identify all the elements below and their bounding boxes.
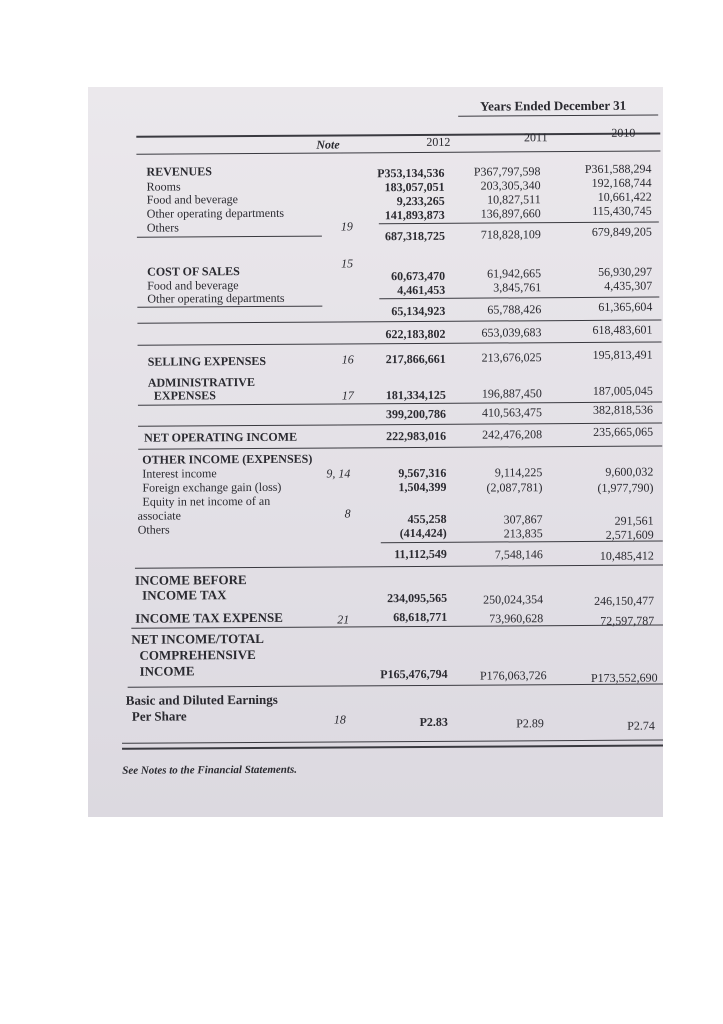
header-rule xyxy=(458,115,658,117)
interest-2010: 9,600,032 xyxy=(605,464,654,479)
cost-2010: 56,930,297 xyxy=(598,264,653,279)
eps-2010: P2.74 xyxy=(627,718,655,733)
footer-note: See Notes to the Financial Statements. xyxy=(122,763,298,777)
fx-2010: (1,977,790) xyxy=(597,480,654,495)
admin-2011: 196,887,450 xyxy=(481,386,542,401)
selling-note: 16 xyxy=(341,352,354,367)
admin-note: 17 xyxy=(341,388,354,403)
before-tax-2011: 250,024,354 xyxy=(483,592,544,607)
selling-2011: 213,676,025 xyxy=(481,350,542,365)
cost-total-2012: 65,134,923 xyxy=(391,303,446,319)
revenues-total-2010: 679,849,205 xyxy=(591,224,652,239)
cost-2010: 4,435,307 xyxy=(604,278,653,293)
year-2010-header: 2010 xyxy=(611,125,636,140)
cost-label: Food and beverage xyxy=(147,278,239,293)
selling-expenses-label: SELLING EXPENSES xyxy=(147,353,267,369)
income-statement xyxy=(88,87,663,817)
gross-2012: 622,183,802 xyxy=(385,326,446,342)
revenue-2011: P367,797,598 xyxy=(473,164,541,179)
net-operating-bottom-rule xyxy=(138,445,662,449)
net-operating-label: NET OPERATING INCOME xyxy=(144,429,298,445)
eps-bottom-rule xyxy=(122,739,663,743)
admin-expenses-label-1: ADMINISTRATIVE xyxy=(147,374,255,390)
cost-of-sales-heading: COST OF SALES xyxy=(147,264,240,279)
net-income-label-1: NET INCOME/TOTAL xyxy=(131,630,264,647)
before-tax-top-rule xyxy=(135,564,663,568)
cost-2012: 4,461,453 xyxy=(397,282,446,298)
tax-2012: 68,618,771 xyxy=(393,609,448,625)
gross-2011: 653,039,683 xyxy=(481,325,542,340)
equity-2010: 291,561 xyxy=(614,513,654,528)
cost-2011: 61,942,665 xyxy=(487,266,542,281)
revenue-2012: 141,893,873 xyxy=(384,207,445,223)
eps-2011: P2.89 xyxy=(516,716,544,731)
net-income-label-3: INCOME xyxy=(139,663,195,679)
cost-label: Other operating departments xyxy=(147,290,285,306)
tax-label: INCOME TAX EXPENSE xyxy=(135,609,283,626)
revenue-2011: 10,827,511 xyxy=(487,192,541,207)
revenue-2010: P361,588,294 xyxy=(584,161,652,176)
fx-2012: 1,504,399 xyxy=(398,479,447,495)
double-underline-rule xyxy=(122,744,663,749)
others-2012: (414,424) xyxy=(399,525,447,541)
net-income-label-2: COMPREHENSIVE xyxy=(139,646,256,663)
equity-label-1: Equity in net income of an xyxy=(142,493,271,509)
admin-total-2010: 382,818,536 xyxy=(592,402,654,417)
revenue-2011: 203,305,340 xyxy=(480,178,541,193)
admin-expenses-label-2: EXPENSES xyxy=(153,388,216,403)
selling-2012: 217,866,661 xyxy=(385,351,446,367)
net-operating-2011: 242,476,208 xyxy=(482,427,543,442)
revenues-total-2011: 718,828,109 xyxy=(480,227,541,242)
cost-2012: 60,673,470 xyxy=(391,268,446,284)
revenue-2012: 9,233,265 xyxy=(396,193,445,209)
revenue-2010: 192,168,744 xyxy=(591,175,652,190)
eps-label-1: Basic and Diluted Earnings xyxy=(125,691,278,708)
gross-bottom-rule xyxy=(138,342,662,346)
revenue-label: Food and beverage xyxy=(146,192,239,207)
interest-2012: 9,567,316 xyxy=(398,465,447,481)
equity-2012: 455,258 xyxy=(407,511,447,527)
others-2010: 2,571,609 xyxy=(605,527,654,542)
interest-2011: 9,114,225 xyxy=(494,465,543,480)
revenue-2012: P353,134,536 xyxy=(377,165,445,181)
admin-total-2012: 399,200,786 xyxy=(385,406,447,422)
eps-label-2: Per Share xyxy=(131,708,187,724)
interest-note: 9, 14 xyxy=(326,466,351,481)
admin-2010: 187,005,045 xyxy=(592,383,653,398)
year-2012-header: 2012 xyxy=(426,134,451,149)
tax-note: 21 xyxy=(337,612,350,627)
cost-of-sales-note: 15 xyxy=(341,256,354,271)
tax-2011: 73,960,628 xyxy=(489,611,544,626)
fx-2011: (2,087,781) xyxy=(486,480,543,495)
revenue-2011: 136,897,660 xyxy=(480,206,541,221)
net-operating-2010: 235,665,065 xyxy=(593,424,654,439)
before-tax-2012: 234,095,565 xyxy=(387,590,448,606)
revenue-2010: 115,430,745 xyxy=(592,203,652,218)
other-income-heading: OTHER INCOME (EXPENSES) xyxy=(142,451,313,467)
interest-income-label: Interest income xyxy=(142,466,217,481)
revenue-label: Others xyxy=(146,220,179,235)
revenues-note: 19 xyxy=(340,219,353,234)
tax-2010: 72,597,787 xyxy=(600,613,655,628)
cost-total-2011: 65,788,426 xyxy=(487,302,542,317)
others-2011: 213,835 xyxy=(503,526,543,541)
revenues-label-rule xyxy=(137,236,322,238)
net-income-2012: P165,476,794 xyxy=(380,666,448,682)
revenues-heading: REVENUES xyxy=(146,164,212,179)
fx-label: Foreign exchange gain (loss) xyxy=(142,479,282,495)
before-tax-2010: 246,150,477 xyxy=(594,593,655,608)
eps-2012: P2.83 xyxy=(419,714,448,729)
other-income-total-2010: 10,485,412 xyxy=(599,548,654,563)
revenue-2010: 10,661,422 xyxy=(597,189,652,204)
revenue-2012: 183,057,051 xyxy=(384,179,445,195)
cost-label-rule xyxy=(137,306,322,308)
equity-label-2: associate xyxy=(137,508,181,523)
cost-2011: 3,845,761 xyxy=(493,280,542,295)
others-label: Others xyxy=(137,522,170,537)
period-title: Years Ended December 31 xyxy=(480,97,627,114)
other-income-total-2011: 7,548,146 xyxy=(494,547,543,562)
revenue-label: Other operating departments xyxy=(146,205,285,221)
before-tax-label-1: INCOME BEFORE xyxy=(134,572,247,588)
equity-2011: 307,867 xyxy=(503,512,543,527)
before-tax-label-2: INCOME TAX xyxy=(142,587,227,603)
header-bottom-rule xyxy=(136,151,660,155)
net-income-2010: P173,552,690 xyxy=(590,670,658,685)
equity-note: 8 xyxy=(344,506,351,521)
revenue-label: Rooms xyxy=(146,179,181,194)
net-income-2011: P176,063,726 xyxy=(479,668,547,683)
admin-2012: 181,334,125 xyxy=(385,387,446,403)
eps-note: 18 xyxy=(333,712,346,727)
note-column-header: Note xyxy=(316,137,340,152)
year-2011-header: 2011 xyxy=(523,130,548,145)
gross-2010: 618,483,601 xyxy=(592,322,653,337)
selling-2010: 195,813,491 xyxy=(592,347,653,362)
net-operating-2012: 222,983,016 xyxy=(386,428,447,444)
document-photo xyxy=(88,87,663,817)
cost-total-2010: 61,365,604 xyxy=(598,299,653,314)
revenues-total-2012: 687,318,725 xyxy=(384,228,445,244)
admin-total-2011: 410,563,475 xyxy=(481,405,543,420)
other-income-total-2012: 11,112,549 xyxy=(394,546,447,562)
